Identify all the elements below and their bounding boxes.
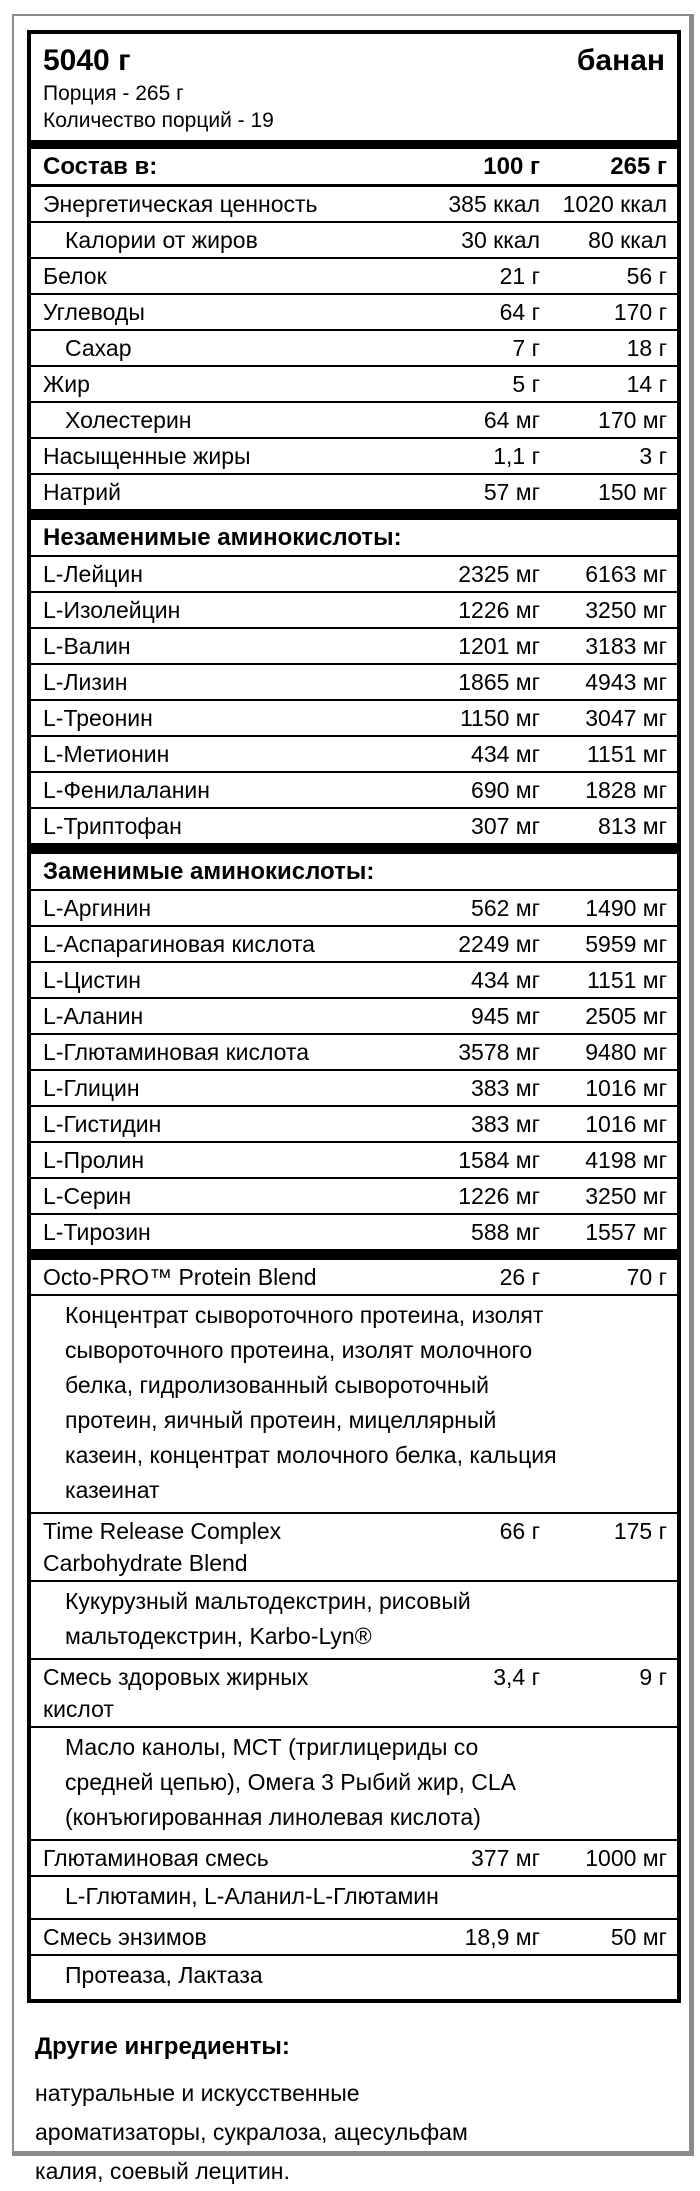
value-per-100g: 1201 мг — [458, 633, 540, 659]
nutrient-name: L-Цистин — [43, 967, 141, 993]
table-row — [31, 737, 677, 773]
value-per-265g: 1557 мг — [585, 1219, 667, 1245]
blend-group — [31, 1920, 677, 1999]
value-per-100g: 1584 мг — [458, 1147, 540, 1173]
value-per-100g: 945 мг — [471, 1003, 540, 1029]
nutrient-name: L-Треонин — [43, 705, 153, 731]
label-top-block — [31, 34, 677, 140]
table-row — [31, 773, 677, 809]
nutrient-name: L-Гистидин — [43, 1111, 162, 1137]
nutrient-name: Жир — [43, 371, 90, 397]
value-per-100g: 562 мг — [471, 895, 540, 921]
table-row — [31, 593, 677, 629]
nutrient-name: Смесь энзимов — [43, 1924, 207, 1950]
value-per-265g: 70 г — [626, 1264, 667, 1290]
blend-group — [31, 1660, 677, 1841]
table-row — [31, 629, 677, 665]
column-header-composition: Состав в: — [43, 153, 158, 180]
nutrient-name: Натрий — [43, 479, 121, 505]
value-per-265g: 1016 мг — [585, 1111, 667, 1137]
nutrient-name: Смесь здоровых жирных кислот — [43, 1664, 309, 1722]
table-row — [31, 187, 677, 223]
table-row — [31, 439, 677, 475]
table-row — [31, 1179, 677, 1215]
value-per-100g: 18,9 мг — [464, 1924, 540, 1950]
table-row — [31, 701, 677, 737]
blend-rows — [31, 1260, 677, 1999]
value-per-265g: 9 г — [639, 1664, 667, 1690]
nutrient-name: Калории от жиров — [65, 227, 258, 253]
value-per-265g: 170 мг — [598, 407, 667, 433]
nonessential-amino-rows — [31, 891, 677, 1251]
value-per-100g: 383 мг — [471, 1075, 540, 1101]
blend-ingredients: Концентрат сывороточного протеина, изолят сывороточного протеина, изолят молочного белка, гидролизованный сывороточный протеин, яичный протеин, мицеллярный казеин, концентрат молочного белка, кальция казеинат — [31, 1296, 677, 1514]
value-per-100g: 64 мг — [483, 407, 540, 433]
value-per-265g: 18 г — [626, 335, 667, 361]
value-per-265g: 1490 мг — [585, 895, 667, 921]
value-per-265g: 1020 ккал — [562, 191, 667, 217]
nutrition-facts-box — [27, 30, 681, 2003]
divider-bar — [31, 845, 677, 854]
section-title-essential-amino: Незаменимые аминокислоты: — [31, 520, 677, 557]
nutrient-name: Octo-PRO™ Protein Blend — [43, 1264, 317, 1290]
table-row — [31, 557, 677, 593]
value-per-100g: 1865 мг — [458, 669, 540, 695]
value-per-265g: 3250 мг — [585, 597, 667, 623]
value-per-100g: 1,1 г — [493, 443, 540, 469]
nutrient-name: Энергетическая ценность — [43, 191, 318, 217]
table-row — [31, 1920, 677, 1956]
divider-bar — [31, 511, 677, 520]
other-ingredients-title: Другие ингредиенты: — [35, 2033, 290, 2060]
value-per-265g: 813 мг — [598, 813, 667, 839]
value-per-100g: 2325 мг — [458, 561, 540, 587]
nutrient-name: Time Release Complex Carbohydrate Blend — [43, 1518, 282, 1576]
value-per-100g: 21 г — [499, 263, 540, 289]
value-per-100g: 383 мг — [471, 1111, 540, 1137]
label-frame — [12, 14, 694, 2184]
divider-bar — [31, 1251, 677, 1260]
nutrient-name: Белок — [43, 263, 107, 289]
blend-group — [31, 1841, 677, 1920]
value-per-100g: 66 г — [499, 1518, 540, 1544]
table-row — [31, 927, 677, 963]
table-row — [31, 1107, 677, 1143]
essential-amino-rows — [31, 557, 677, 845]
table-row — [31, 223, 677, 259]
table-row — [31, 1035, 677, 1071]
table-row — [31, 259, 677, 295]
nutrient-name: L-Валин — [43, 633, 131, 659]
nutrient-name: L-Лейцин — [43, 561, 143, 587]
servings-count-line: Количество порций - 19 — [43, 109, 274, 132]
table-row — [31, 1071, 677, 1107]
flavor-name: банан — [576, 44, 665, 77]
value-per-265g: 150 мг — [598, 479, 667, 505]
title-row — [43, 42, 665, 80]
table-header-row — [31, 149, 677, 187]
column-header-100g: 100 г — [483, 153, 540, 180]
value-per-265g: 5959 мг — [585, 931, 667, 957]
value-per-265g: 9480 мг — [585, 1039, 667, 1065]
value-per-265g: 1151 мг — [586, 741, 667, 767]
nutrient-name: L-Глютаминовая кислота — [43, 1039, 310, 1065]
blend-group — [31, 1260, 677, 1514]
value-per-265g: 1828 мг — [585, 777, 667, 803]
value-per-100g: 5 г — [512, 371, 540, 397]
net-weight: 5040 г — [43, 44, 131, 77]
blend-ingredients: L-Глютамин, L-Аланил-L-Глютамин — [31, 1877, 677, 1920]
value-per-265g: 4943 мг — [585, 669, 667, 695]
blend-group — [31, 1514, 677, 1660]
nutrient-name: L-Серин — [43, 1183, 132, 1209]
value-per-265g: 1016 мг — [585, 1075, 667, 1101]
column-header-265g: 265 г — [610, 153, 667, 180]
value-per-100g: 30 ккал — [461, 227, 540, 253]
value-per-100g: 307 мг — [471, 813, 540, 839]
table-row — [31, 963, 677, 999]
table-row — [31, 331, 677, 367]
value-per-265g: 1000 мг — [585, 1845, 667, 1871]
table-row — [31, 1143, 677, 1179]
table-row — [31, 665, 677, 701]
value-per-265g: 14 г — [626, 371, 667, 397]
value-per-265g: 2505 мг — [585, 1003, 667, 1029]
table-row — [31, 999, 677, 1035]
table-row — [31, 475, 677, 511]
value-per-100g: 2249 мг — [458, 931, 540, 957]
nutrient-name: Холестерин — [65, 407, 192, 433]
value-per-100g: 3578 мг — [458, 1039, 540, 1065]
value-per-100g: 434 мг — [471, 741, 540, 767]
value-per-265g: 3250 мг — [585, 1183, 667, 1209]
blend-ingredients: Протеаза, Лактаза — [65, 1962, 263, 1988]
value-per-100g: 1150 мг — [459, 705, 540, 731]
value-per-265g: 1151 мг — [586, 967, 667, 993]
table-row — [31, 891, 677, 927]
nutrient-name: L-Тирозин — [43, 1219, 151, 1245]
nutrient-name: L-Аспарагиновая кислота — [43, 931, 315, 957]
other-ingredients-text: натуральные и искусственные ароматизаторы, сукралоза, ацесульфам калия, соевый лецитин. — [35, 2080, 468, 2184]
nutrient-name: L-Лизин — [43, 669, 128, 695]
table-row — [31, 1841, 677, 1877]
section-title-nonessential-amino: Заменимые аминокислоты: — [31, 854, 677, 891]
value-per-100g: 434 мг — [471, 967, 540, 993]
nutrient-name: L-Глицин — [43, 1075, 140, 1101]
divider-bar — [31, 140, 677, 149]
value-per-265g: 3047 мг — [585, 705, 667, 731]
nutrient-name: Глютаминовая смесь — [43, 1845, 269, 1871]
table-row — [31, 809, 677, 845]
value-per-100g: 64 г — [499, 299, 540, 325]
table-row — [31, 1215, 677, 1251]
table-row — [31, 1514, 677, 1582]
main-nutrient-rows — [31, 187, 677, 511]
table-row — [31, 1260, 677, 1296]
value-per-265g: 3183 мг — [585, 633, 667, 659]
blend-ingredients: Кукурузный мальтодекстрин, рисовый мальтодекстрин, Karbo-Lyn® — [31, 1582, 677, 1660]
value-per-100g: 377 мг — [471, 1845, 540, 1871]
nutrient-name: Насыщенные жиры — [43, 443, 251, 469]
nutrient-name: L-Аланин — [43, 1003, 144, 1029]
nutrient-name: L-Фенилаланин — [43, 777, 210, 803]
table-row — [31, 1660, 677, 1728]
value-per-265g: 56 г — [626, 263, 667, 289]
nutrient-name: L-Метионин — [43, 741, 170, 767]
nutrient-name: L-Изолейцин — [43, 597, 181, 623]
blend-ingredients: Масло канолы, МСТ (триглицериды со средней цепью), Омега 3 Рыбий жир, CLA (конъюгированная линолевая кислота) — [31, 1728, 677, 1841]
value-per-265g: 170 г — [613, 299, 667, 325]
value-per-100g: 7 г — [512, 335, 540, 361]
serving-size-line: Порция - 265 г — [43, 82, 184, 105]
nutrient-name: Сахар — [65, 335, 132, 361]
other-ingredients-section — [27, 2003, 689, 2191]
value-per-100g: 690 мг — [471, 777, 540, 803]
value-per-100g: 57 мг — [483, 479, 540, 505]
value-per-100g: 26 г — [499, 1264, 540, 1290]
nutrient-name: Углеводы — [43, 299, 145, 325]
nutrient-name: L-Пролин — [43, 1147, 145, 1173]
value-per-265g: 4198 мг — [585, 1147, 667, 1173]
value-per-265g: 80 ккал — [588, 227, 667, 253]
value-per-100g: 1226 мг — [458, 1183, 540, 1209]
value-per-100g: 1226 мг — [458, 597, 540, 623]
value-per-100g: 588 мг — [471, 1219, 540, 1245]
table-row — [31, 295, 677, 331]
value-per-100g: 3,4 г — [493, 1664, 540, 1690]
value-per-265g: 6163 мг — [585, 561, 667, 587]
value-per-100g: 385 ккал — [448, 191, 540, 217]
value-per-265g: 50 мг — [610, 1924, 667, 1950]
table-row — [31, 367, 677, 403]
nutrient-name: L-Аргинин — [43, 895, 152, 921]
nutrient-name: L-Триптофан — [43, 813, 182, 839]
value-per-265g: 3 г — [639, 443, 667, 469]
value-per-265g: 175 г — [613, 1518, 667, 1544]
table-row — [31, 403, 677, 439]
